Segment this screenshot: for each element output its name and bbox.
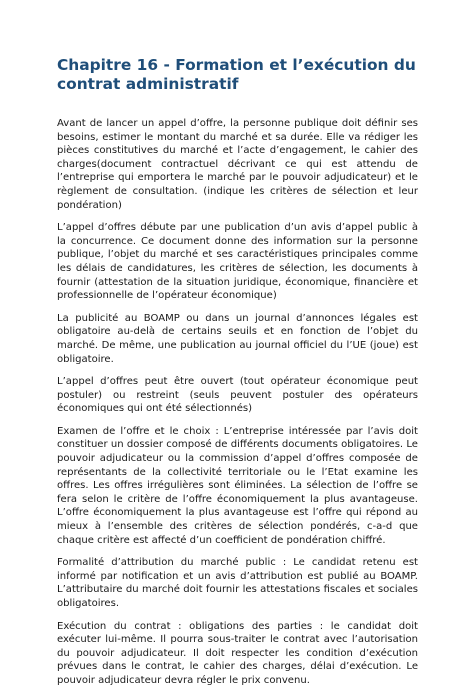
paragraph-ouvert-restreint: L’appel d’offres peut être ouvert (tout opérateur économique peut postuler) ou restreint (seuls peuvent postuler des opérateurs économiques qui ont été sélectionnés) [57, 376, 418, 415]
paragraph-execution: Exécution du contrat : obligations des parties : le candidat doit exécuter lui-même. Il pourra sous-traiter le contrat avec l’autorisation du pouvoir adjudicateur. Il doit respecter les condition d’exécution prévues dans le contrat, le cahier des charges, délai d’exécution. Le pouvoir adjudicateur devra régler le prix convenu. [57, 620, 418, 686]
paragraph-publication-avis: L’appel d’offres débute par une publication d’un avis d’appel public à la concurrence. Ce document donne des information sur la personne publique, l’objet du marché et ses caractéristiques principales comme les délais de candidatures, les critères de sélection, les documents à fournir (attestation de la situation juridique, économique, financière et professionnelle de l’opérateur économique) [57, 222, 418, 302]
paragraph-examen-offre: Examen de l’offre et le choix : L’entreprise intéressée par l’avis doit constituer un dossier composé de différents documents obligatoires. Le pouvoir adjudicateur ou la commission d’appel d’offres composée de représentants de la collectivité territoriale ou le l’Etat examine les offres. Les offres irrégulières sont éliminées. La sélection de l’offre se fera selon le critère de l’offre économiquement la plus avantageuse. L’offre économiquement la plus avantageuse est l’offre qui répond au mieux à l’ensemble des critères de sélection pondérés, c-a-d que chaque critère est affecté d’un coefficient de pondération chiffré. [57, 425, 418, 546]
paragraph-preparation: Avant de lancer un appel d’offre, la personne publique doit définir ses besoins, estimer le montant du marché et sa durée. Elle va rédiger les pièces constitutives du marché et l’acte d’engagement, le cahier des charges(document contractuel décrivant ce qui est attendu de l’entreprise qui emportera le marché par le pouvoir adjudicateur) et le règlement de consultation. (indique les critères de sélection et leur pondération) [57, 118, 418, 211]
paragraph-publicite-boamp: La publicité au BOAMP ou dans un journal d’annonces légales est obligatoire au-delà de certains seuils et en fonction de l’objet du marché. De même, une publication au journal officiel du l’UE (joue) est obligatoire. [57, 312, 418, 365]
paragraph-attribution: Formalité d’attribution du marché public : Le candidat retenu est informé par notification et un avis d’attribution est publié au BOAMP. L’attributaire du marché doit fournir les attestations fiscales et sociales obligatoires. [57, 557, 418, 609]
page-title: Chapitre 16 - Formation et l’exécution du contrat administratif [57, 56, 416, 93]
